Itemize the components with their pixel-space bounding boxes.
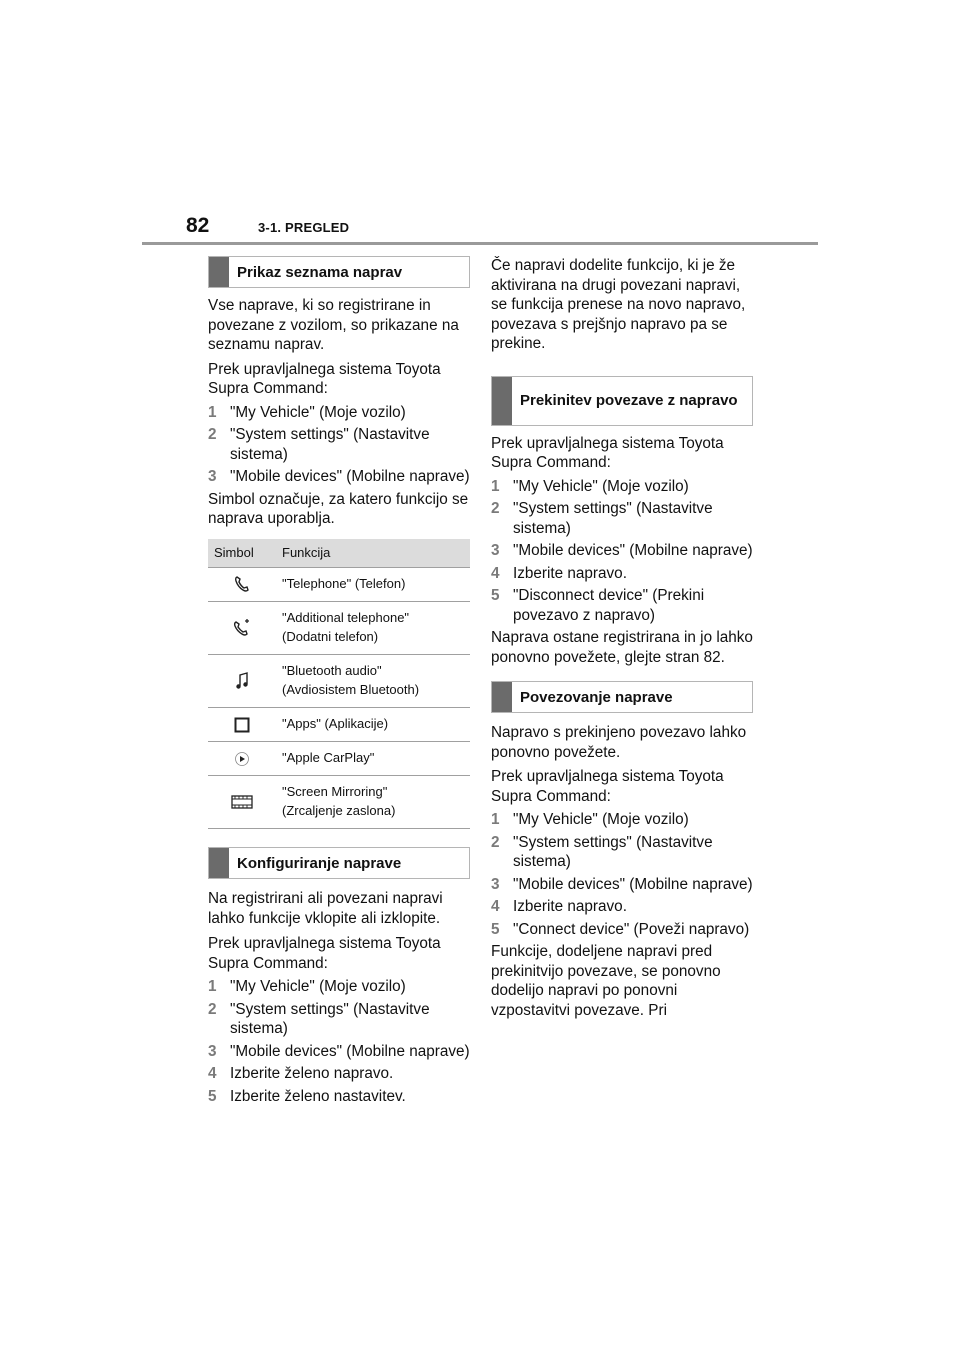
header-divider: [142, 242, 818, 245]
heading-device-list: Prikaz seznama naprav: [208, 256, 470, 288]
music-note-icon: [235, 672, 249, 687]
step-item: [491, 477, 753, 497]
step-text: "System settings" (Nastavitve sistema): [513, 500, 713, 537]
step-number: 3: [491, 875, 500, 893]
step-text: "Mobile devices" (Mobilne naprave): [230, 468, 470, 485]
step-list: [491, 810, 753, 939]
step-text: "Mobile devices" (Mobilne naprave): [513, 542, 753, 559]
table-row: [208, 742, 470, 776]
step-item: [491, 875, 753, 895]
left-column: [208, 256, 470, 1109]
screen-mirroring-icon: [231, 794, 253, 809]
step-text: Izberite napravo.: [513, 898, 627, 915]
step-text: "My Vehicle" (Moje vozilo): [513, 477, 689, 495]
table-row: [208, 708, 470, 742]
step-number: 1: [491, 477, 500, 495]
step-text: Izberite želeno nastavitev.: [230, 1087, 406, 1105]
step-number: 1: [208, 978, 217, 996]
step-item: [208, 1000, 470, 1039]
step-number: 2: [491, 500, 500, 517]
step-item: [208, 425, 470, 464]
heading-disconnect-device: Prekinitev povezave z napravo: [491, 376, 753, 426]
paragraph: Prek upravljalnega sistema Toyota Supra Command:: [208, 935, 441, 972]
function-label: "Apple CarPlay": [282, 750, 375, 766]
paragraph: Prek upravljalnega sistema Toyota Supra Command:: [491, 434, 724, 471]
right-column: [491, 256, 753, 1020]
table-row: [208, 567, 470, 602]
function-label: "Telephone" (Telefon): [282, 575, 406, 591]
step-item: [208, 1087, 470, 1107]
step-text: "My Vehicle" (Moje vozilo): [513, 811, 689, 828]
paragraph: Prek upravljalnega sistema Toyota Supra Command:: [491, 768, 724, 805]
heading-connect-device: Povezovanje naprave: [491, 681, 753, 713]
paragraph: Prek upravljalnega sistema Toyota Supra Command:: [208, 360, 441, 397]
step-item: [491, 920, 753, 940]
column-header-symbol: Simbol: [208, 539, 276, 568]
function-label: "Apps" (Aplikacije): [282, 716, 389, 732]
step-number: 5: [208, 1087, 217, 1105]
step-number: 5: [491, 587, 500, 604]
step-item: [491, 541, 753, 561]
phone-icon: [234, 576, 250, 591]
function-translation: (Avdiosistem Bluetooth): [282, 682, 420, 698]
table-row: [208, 655, 470, 708]
symbol-table: [208, 539, 470, 830]
page-number: 82: [186, 214, 210, 237]
step-item: [491, 897, 753, 917]
function-label: "Additional telephone": [282, 610, 410, 626]
step-list: [208, 403, 470, 487]
step-item: [208, 1064, 470, 1084]
step-item: [491, 833, 753, 872]
step-item: [208, 977, 470, 997]
step-item: [208, 403, 470, 423]
function-label: "Bluetooth audio": [282, 663, 382, 679]
step-text: "Connect device" (Poveži napravo): [513, 920, 750, 938]
function-label: "Screen Mirroring": [282, 784, 388, 800]
table-header-row: [208, 539, 470, 568]
step-item: [491, 564, 753, 584]
step-number: 3: [208, 468, 217, 485]
table-row: [208, 602, 470, 655]
step-number: 5: [491, 920, 500, 938]
step-number: 4: [491, 564, 500, 582]
step-number: 2: [208, 1000, 217, 1018]
paragraph: Vse naprave, ki so registrirane in povezane z vozilom, so prikazane na seznamu naprav.: [208, 297, 459, 353]
step-item: [491, 586, 753, 625]
step-number: 4: [491, 898, 500, 915]
step-text: "My Vehicle" (Moje vozilo): [230, 978, 406, 996]
step-text: "My Vehicle" (Moje vozilo): [230, 403, 406, 421]
step-item: [491, 810, 753, 830]
function-translation: (Zrcaljenje zaslona): [282, 803, 396, 819]
paragraph: Naprava ostane registrirana in jo lahko ponovno povežete, glejte stran 82.: [491, 629, 753, 666]
column-header-function: Funkcija: [276, 539, 470, 568]
step-number: 3: [208, 1042, 217, 1060]
step-text: "Mobile devices" (Mobilne naprave): [230, 1042, 470, 1060]
step-number: 1: [208, 403, 217, 421]
step-text: "System settings" (Nastavitve sistema): [230, 1000, 430, 1038]
heading-configure-device: Konfiguriranje naprave: [208, 847, 470, 879]
step-item: [208, 1042, 470, 1062]
paragraph: Na registrirani ali povezani napravi lahko funkcije vklopite ali izklopite.: [208, 890, 443, 927]
step-item: [491, 499, 753, 538]
paragraph: Funkcije, dodeljene napravi pred prekinitvijo povezave, se ponovno dodelijo napravi po ponovni vzpostavitvi povezave. Pri: [491, 943, 721, 1019]
step-text: "Disconnect device" (Prekini povezavo z napravo): [513, 587, 705, 624]
apps-square-icon: [234, 716, 250, 731]
step-number: 1: [491, 811, 500, 828]
paragraph: Če napravi dodelite funkcijo, ki je že aktivirana na drugi povezani napravi, se funkcija prenese na novo napravo, povezava s prejšnjo napravo pa se prekine.: [491, 257, 746, 352]
step-text: "System settings" (Nastavitve sistema): [230, 426, 430, 463]
step-list: [208, 977, 470, 1106]
carplay-icon: [234, 750, 250, 765]
function-translation: (Dodatni telefon): [282, 629, 379, 645]
step-number: 2: [208, 426, 217, 443]
step-text: Izberite želeno napravo.: [230, 1065, 394, 1083]
step-text: "System settings" (Nastavitve sistema): [513, 833, 713, 870]
step-number: 4: [208, 1065, 217, 1083]
paragraph: Simbol označuje, za katero funkcijo se naprava uporablja.: [208, 490, 469, 527]
step-number: 2: [491, 833, 500, 851]
additional-phone-icon: [233, 619, 251, 634]
table-row: [208, 776, 470, 829]
section-title: 3-1. PREGLED: [258, 220, 350, 235]
step-text: "Mobile devices" (Mobilne naprave): [513, 875, 753, 893]
step-number: 3: [491, 542, 500, 559]
step-list: [491, 477, 753, 626]
step-text: Izberite napravo.: [513, 564, 627, 582]
step-item: [208, 467, 470, 487]
paragraph: Napravo s prekinjeno povezavo lahko ponovno povežete.: [491, 724, 747, 761]
